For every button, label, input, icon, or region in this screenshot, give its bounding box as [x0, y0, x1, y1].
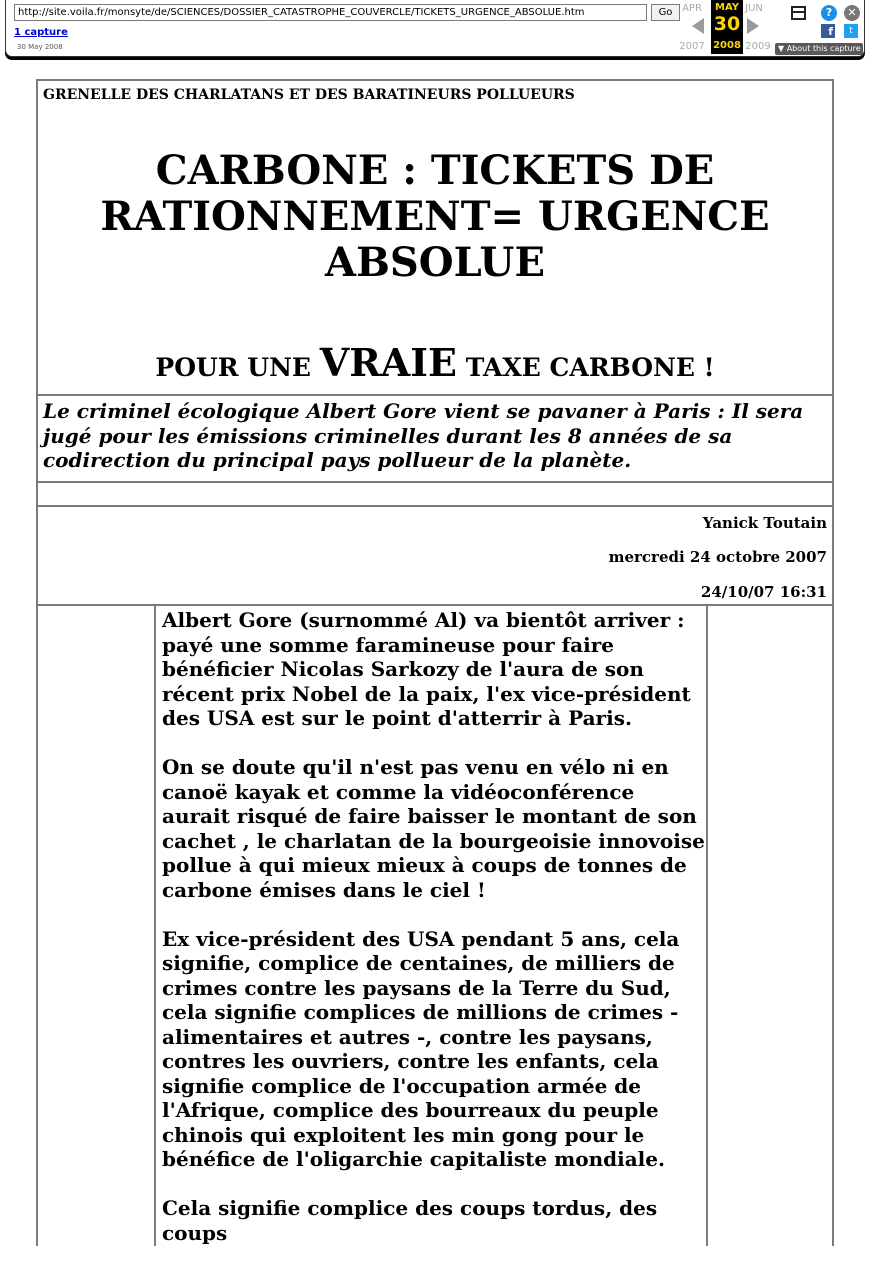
- paragraph: On se doute qu'il n'est pas venu en vélo ni en canoë kayak et comme la vidéoconférence aurait risqué de faire baisser le montant de son cachet , le charlatan de la bourgeoisie innovoise pollue à qui mieux mieux à coups de tonnes de carbone émises dans le ciel !: [162, 755, 705, 902]
- meta-cell: [38, 507, 832, 606]
- article-body: [162, 608, 706, 1270]
- next-year-link[interactable]: 2009: [745, 41, 771, 52]
- next-capture-arrow-icon[interactable]: [747, 18, 759, 34]
- about-capture-button[interactable]: [775, 43, 863, 55]
- current-day: 30: [713, 13, 741, 35]
- subtitle-post: TAXE CARBONE !: [465, 353, 715, 382]
- window-icon[interactable]: [791, 6, 806, 20]
- section-label: GRENELLE DES CHARLATANS ET DES BARATINEURS POLLUEURS: [43, 87, 575, 103]
- current-month: MAY: [715, 2, 739, 13]
- about-capture-label: About this capture: [786, 44, 861, 53]
- prev-capture-arrow-icon[interactable]: [692, 18, 704, 34]
- go-button[interactable]: Go: [651, 4, 680, 21]
- captures-link[interactable]: 1 capture: [14, 27, 68, 38]
- paragraph: Ex vice-président des USA pendant 5 ans, cela signifie, complice de centaines, de milliers de crimes contre les paysans de la Terre du Sud, cela signifie complices de millions de crimes - alimentaires et autres -, contre les paysans, contres les ouvriers, contre les enfants, cela signifie complice de l'occupation armée de l'Afrique, complice des bourreaux du peuple chinois qui exploitent les min gong pour le bénéfice de l'oligarchie capitaliste mondiale.: [162, 926, 680, 1171]
- twitter-icon[interactable]: t: [844, 24, 858, 38]
- subtitle-emphasis: VRAIE: [319, 340, 458, 385]
- empty-cell: [38, 483, 832, 507]
- prev-year-link[interactable]: 2007: [679, 41, 705, 52]
- header-cell: [38, 81, 832, 396]
- lead-cell: [38, 396, 832, 483]
- wayback-toolbar: [5, 0, 865, 57]
- close-icon[interactable]: ✕: [844, 5, 860, 21]
- subtitle: [38, 340, 832, 388]
- body-right-cell: [706, 606, 834, 1246]
- next-month-link[interactable]: JUN: [745, 3, 763, 14]
- help-icon[interactable]: ?: [821, 5, 837, 21]
- subtitle-pre: POUR UNE: [155, 353, 311, 382]
- paragraph: Cela signifie complice des coups tordus, des coups: [162, 1196, 658, 1245]
- timestamp: 24/10/07 16:31: [700, 583, 827, 601]
- capture-date: 30 May 2008: [17, 43, 63, 51]
- body-left-cell: [38, 606, 156, 1246]
- lead-text: Le criminel écologique Albert Gore vient se pavaner à Paris : Il sera jugé pour les émissions criminelles durant les 8 années de sa codirection du principal pays pollueur de la planète.: [43, 399, 804, 472]
- url-input[interactable]: [14, 4, 647, 21]
- body-row: [38, 606, 832, 1246]
- paragraph: Albert Gore (surnommé Al) va bientôt arriver : payé une somme faramineuse pour faire bénéficier Nicolas Sarkozy de l'aura de son récent prix Nobel de la paix, l'ex vice-président des USA est sur le point d'atterrir à Paris.: [162, 608, 691, 730]
- page-title: CARBONE : TICKETS DE RATIONNEMENT= URGENCE ABSOLUE: [100, 147, 770, 286]
- facebook-icon[interactable]: f: [821, 24, 835, 38]
- article-table: [36, 79, 834, 1246]
- publish-date: mercredi 24 octobre 2007: [608, 548, 827, 566]
- author: Yanick Toutain: [702, 514, 827, 532]
- chevron-down-icon: ▼: [778, 44, 785, 53]
- current-year: 2008: [713, 40, 741, 51]
- prev-month-link[interactable]: APR: [682, 3, 702, 14]
